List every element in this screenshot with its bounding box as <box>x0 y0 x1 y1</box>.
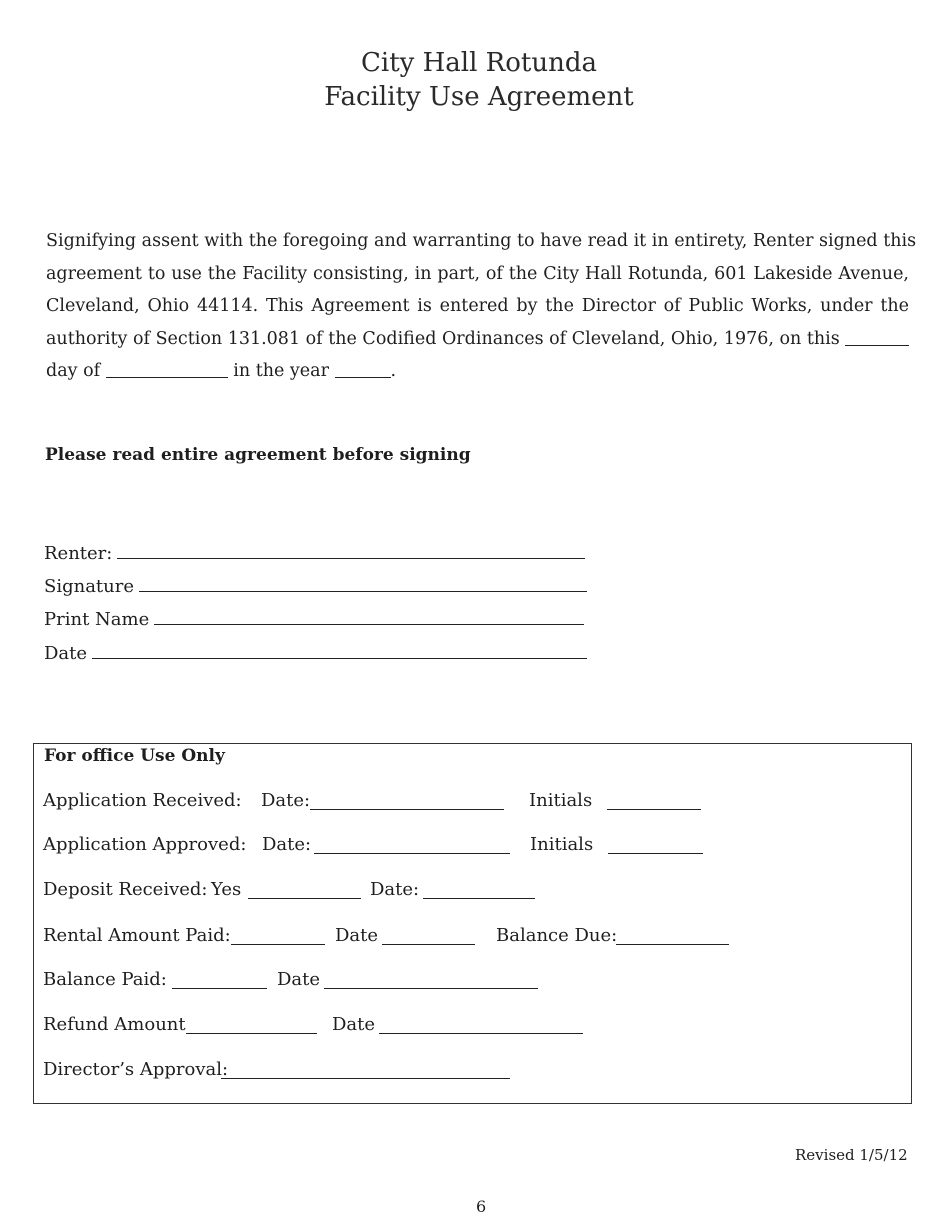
deposit-yes-field[interactable] <box>248 898 361 899</box>
date-field[interactable] <box>92 657 587 659</box>
signature-row <box>44 576 587 597</box>
received-initials-field[interactable] <box>607 809 701 810</box>
signature-label: Signature <box>44 576 135 597</box>
received-date-field[interactable] <box>310 809 504 810</box>
agreement-line-with-blank <box>46 323 909 356</box>
page-number: 6 <box>476 1197 487 1216</box>
rental-amount-row <box>43 925 903 949</box>
balance-due-label: Balance Due: <box>496 925 618 946</box>
directors-approval-row <box>43 1059 903 1083</box>
date-label: Date <box>335 925 379 946</box>
balance-due-field[interactable] <box>616 944 729 945</box>
agreement-line: authority of Section 131.081 of the Codified Ordinances of Cleveland, Ohio, 1976, on this <box>46 328 840 349</box>
application-approved-row <box>43 834 903 858</box>
refund-amount-row <box>43 1014 903 1038</box>
directors-approval-label: Director’s Approval: <box>43 1059 229 1080</box>
print-name-row <box>44 609 584 630</box>
signature-field[interactable] <box>139 590 587 592</box>
balance-paid-label: Balance Paid: <box>43 969 167 990</box>
rental-date-field[interactable] <box>382 944 475 945</box>
approved-date-field[interactable] <box>314 853 510 854</box>
rental-amount-paid-label: Rental Amount Paid: <box>43 925 231 946</box>
deposit-received-row <box>43 879 903 903</box>
date-label: Date <box>277 969 321 990</box>
year-field[interactable] <box>335 359 391 378</box>
date-label: Date <box>332 1014 376 1035</box>
office-use-heading: For office Use Only <box>44 746 225 766</box>
deposit-received-label: Deposit Received: <box>43 879 208 900</box>
balance-paid-field[interactable] <box>172 988 267 989</box>
agreement-date-line <box>46 355 909 388</box>
initials-label: Initials <box>530 834 594 855</box>
print-name-field[interactable] <box>154 623 584 625</box>
page-title-line-2: Facility Use Agreement <box>324 82 634 112</box>
agreement-line: Signifying assent with the foregoing and warranting to have read it in entirety, Renter signed this <box>46 231 917 251</box>
read-before-signing-notice: Please read entire agreement before signing <box>45 445 471 465</box>
renter-row <box>44 543 585 564</box>
application-received-row <box>43 790 903 814</box>
refund-amount-label: Refund Amount <box>43 1014 186 1035</box>
agreement-line: Cleveland, Ohio 44114. This Agreement is entered by the Director of Public Works, under the <box>46 296 909 316</box>
agreement-line: agreement to use the Facility consisting, in part, of the City Hall Rotunda, 601 Lakeside Avenue, <box>46 263 909 284</box>
renter-field[interactable] <box>117 557 585 559</box>
application-approved-label: Application Approved: <box>43 834 247 855</box>
period: . <box>390 361 397 381</box>
in-the-year-label: in the year <box>233 361 329 381</box>
approved-initials-field[interactable] <box>608 853 703 854</box>
date-label: Date <box>44 643 88 664</box>
date-label: Date: <box>262 834 312 855</box>
agreement-paragraph <box>46 225 917 388</box>
deposit-date-field[interactable] <box>423 898 535 899</box>
revision-date: Revised 1/5/12 <box>795 1146 908 1164</box>
day-number-field[interactable] <box>845 327 909 346</box>
date-label: Date: <box>261 790 311 811</box>
rental-amount-field[interactable] <box>231 944 325 945</box>
day-of-label: day of <box>46 361 101 381</box>
page-title-line-1: City Hall Rotunda <box>361 48 597 78</box>
refund-date-field[interactable] <box>379 1033 583 1034</box>
application-received-label: Application Received: <box>43 790 242 811</box>
date-row <box>44 643 587 664</box>
print-name-label: Print Name <box>44 609 150 630</box>
balance-paid-row <box>43 969 903 993</box>
renter-label: Renter: <box>44 543 113 564</box>
initials-label: Initials <box>529 790 593 811</box>
yes-label: Yes <box>211 879 242 900</box>
date-label: Date: <box>370 879 420 900</box>
directors-approval-field[interactable] <box>221 1078 510 1079</box>
refund-amount-field[interactable] <box>186 1033 317 1034</box>
balance-paid-date-field[interactable] <box>324 988 538 989</box>
month-field[interactable] <box>106 359 228 378</box>
